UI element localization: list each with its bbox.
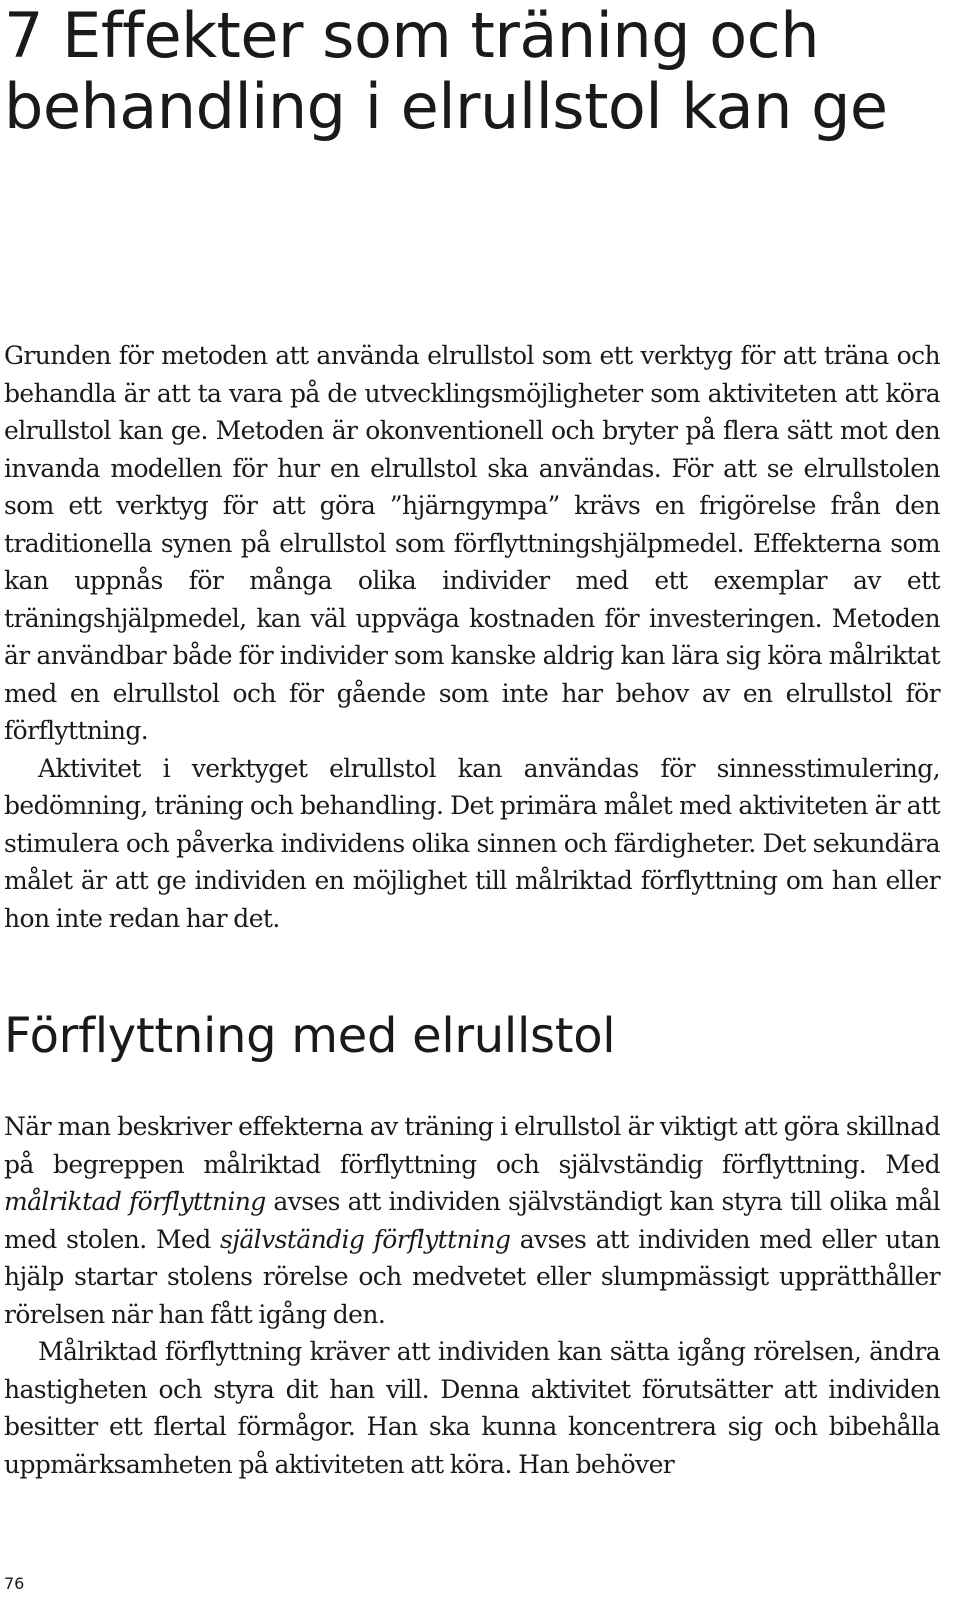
section-body [4,1108,940,1483]
section-paragraph-1 [4,1108,940,1333]
section-paragraph-2: Målriktad förflyttning kräver att individen kan sätta igång rörelsen, ändra hastigheten och styra dit han vill. Denna aktivitet förutsätter att individen besitter ett flertal förmågor. Han ska kunna koncentrera sig och bibehålla uppmärksamheten på aktiviteten att köra. Han behöver [4,1337,940,1479]
section-paragraph-1-text-c: avses att individen med eller utan hjälp startar stolens rörelse och medvetet eller slumpmässigt upprätthåller rörelsen när han fått igång den. [4,1224,940,1329]
intro-paragraph-1: Grunden för metoden att använda elrullstol som ett verktyg för att träna och behandla är att ta vara på de utvecklingsmöjligheter som aktiviteten att köra elrullstol kan ge. Metoden är okonventionell och bryter på flera sätt mot den invanda modellen för hur en elrullstol ska användas. För att se elrullstolen som ett verktyg för att göra ”hjärngympa” krävs en frigörelse från den traditionella synen på elrullstol som förflyttningshjälpmedel. Effekterna som kan uppnås för många olika individer med ett exemplar av ett träningshjälpmedel, kan väl uppväga kostnaden för investeringen. Metoden är användbar både för individer som kanske aldrig kan lära sig köra målriktat med en elrullstol och för gående som inte har behov av en elrullstol för förflyttning. [4,341,940,745]
chapter-title: 7 Effekter som träning och behandling i elrullstol kan ge [4,0,888,143]
term-malriktad-forflyttning: målriktad förflyttning [4,1187,266,1216]
section-heading: Förflyttning med elrullstol [4,1008,616,1064]
page-number: 76 [4,1574,25,1593]
term-sjalvstandig-forflyttning: självständig förflyttning [219,1224,511,1254]
intro-section [4,337,940,937]
intro-paragraph-2: Aktivitet i verktyget elrullstol kan användas för sinnesstimulering, bedömning, träning och behandling. Det primära målet med aktiviteten är att stimulera och påverka individens olika sinnen och färdigheter. Det sekundära målet är att ge individen en möjlighet till målriktad förflyttning om han eller hon inte redan har det. [4,753,940,933]
section-paragraph-1-text-b: avses att individen självständigt kan styra till olika mål med stolen. Med [4,1187,941,1254]
section-paragraph-1-text-a: När man beskriver effekterna av träning i elrullstol är viktigt att göra skillnad på begreppen målriktad förflyttning och självständig förflyttning. Med [4,1112,940,1179]
